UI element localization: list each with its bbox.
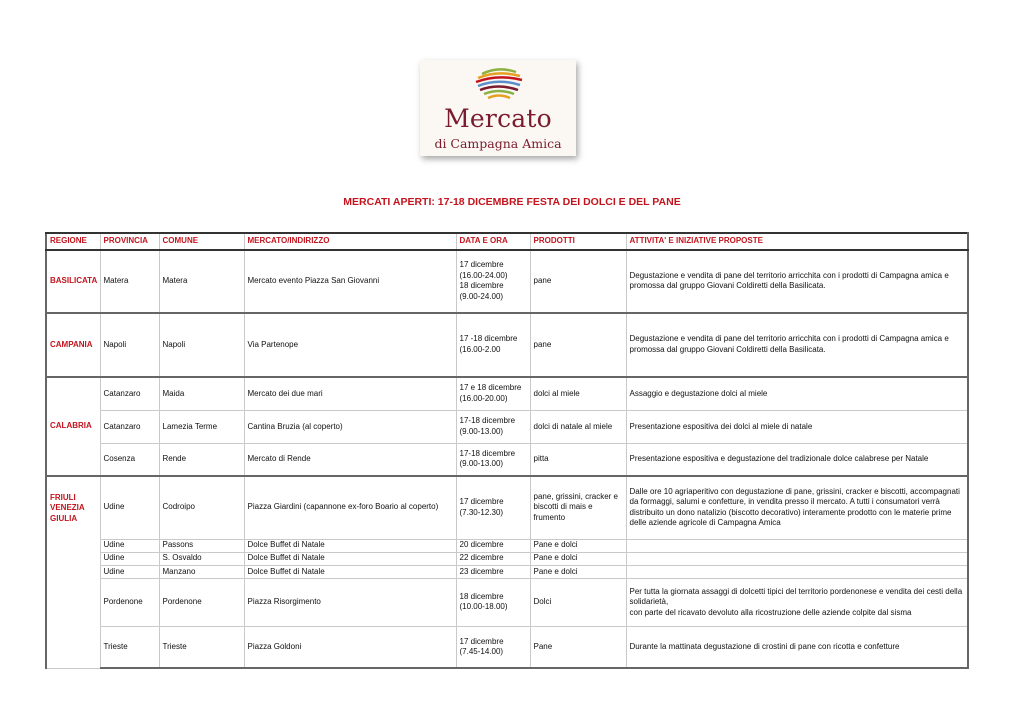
attivita-cell xyxy=(626,565,968,578)
comune-cell: Lamezia Terme xyxy=(159,410,244,443)
provincia-cell: Udine xyxy=(100,565,159,578)
attivita-cell: Degustazione e vendita di pane del territorio arricchita con i prodotti di Campagna amica e promossa dal gruppo Giovani Coldiretti della Basilicata. xyxy=(626,313,968,377)
comune-cell: Maida xyxy=(159,377,244,410)
provincia-cell: Catanzaro xyxy=(100,410,159,443)
region-cell: CALABRIA xyxy=(46,377,100,476)
mercato-cell: Piazza Giardini (capannone ex-foro Boario al coperto) xyxy=(244,476,456,539)
data-cell: 17 -18 dicembre (16.00-2.00 xyxy=(456,313,530,377)
comune-cell: Passons xyxy=(159,539,244,552)
data-cell: 17 e 18 dicembre (16.00-20.00) xyxy=(456,377,530,410)
region-cell: BASILICATA xyxy=(46,250,100,312)
mercato-cell: Mercato dei due mari xyxy=(244,377,456,410)
region-cell: CAMPANIA xyxy=(46,313,100,377)
mercato-cell: Piazza Risorgimento xyxy=(244,578,456,626)
table-row xyxy=(46,565,968,578)
table-row xyxy=(46,250,968,312)
provincia-cell: Pordenone xyxy=(100,578,159,626)
header-regione: REGIONE xyxy=(46,233,100,250)
prodotti-cell: Dolci xyxy=(530,578,626,626)
data-cell: 18 dicembre (10.00-18.00) xyxy=(456,578,530,626)
provincia-cell: Matera xyxy=(100,250,159,312)
header-mercato: MERCATO/INDIRIZZO xyxy=(244,233,456,250)
header-data: DATA E ORA xyxy=(456,233,530,250)
attivita-cell: Dalle ore 10 agriaperitivo con degustazione di pane, grissini, cracker e biscotti, accompagnati da formaggi, salumi e confetture, in vendita presso il mercato. A tutti i consumatori verrà distribuito un dono natalizio (biscotto decorativo) interamente prodotto con le materie prime delle aziende agricole di Campagna Amica xyxy=(626,476,968,539)
page-title: MERCATI APERTI: 17-18 DICEMBRE FESTA DEI DOLCI E DEL PANE xyxy=(343,196,681,208)
header-prodotti: PRODOTTI xyxy=(530,233,626,250)
prodotti-cell: Pane e dolci xyxy=(530,565,626,578)
comune-cell: Trieste xyxy=(159,627,244,668)
region-cell: FRIULI VENEZIA GIULIA xyxy=(46,476,100,668)
data-cell: 23 dicembre xyxy=(456,565,530,578)
attivita-cell: Assaggio e degustazione dolci al miele xyxy=(626,377,968,410)
table-row xyxy=(46,578,968,626)
data-cell: 17 dicembre (16.00-24.00) 18 dicembre (9.00-24.00) xyxy=(456,250,530,312)
comune-cell: Napoli xyxy=(159,313,244,377)
data-cell: 17-18 dicembre (9.00-13.00) xyxy=(456,443,530,475)
provincia-cell: Udine xyxy=(100,476,159,539)
attivita-cell: Degustazione e vendita di pane del territorio arricchita con i prodotti di Campagna amica e promossa dal gruppo Giovani Coldiretti della Basilicata. xyxy=(626,250,968,312)
data-cell: 17 dicembre (7.30-12.30) xyxy=(456,476,530,539)
table-row xyxy=(46,313,968,377)
prodotti-cell: pane xyxy=(530,313,626,377)
prodotti-cell: dolci al miele xyxy=(530,377,626,410)
provincia-cell: Udine xyxy=(100,552,159,565)
table-row xyxy=(46,377,968,410)
mercato-cell: Mercato evento Piazza San Giovanni xyxy=(244,250,456,312)
comune-cell: Codroipo xyxy=(159,476,244,539)
header-comune: COMUNE xyxy=(159,233,244,250)
data-cell: 17-18 dicembre (9.00-13.00) xyxy=(456,410,530,443)
comune-cell: Rende xyxy=(159,443,244,475)
attivita-cell xyxy=(626,552,968,565)
attivita-cell: Durante la mattinata degustazione di crostini di pane con ricotta e confetture xyxy=(626,627,968,668)
provincia-cell: Udine xyxy=(100,539,159,552)
mercato-cell: Dolce Buffet di Natale xyxy=(244,539,456,552)
table-row xyxy=(46,476,968,539)
comune-cell: Matera xyxy=(159,250,244,312)
attivita-cell: Presentazione espositiva e degustazione del tradizionale dolce calabrese per Natale xyxy=(626,443,968,475)
mercato-cell: Via Partenope xyxy=(244,313,456,377)
table-row xyxy=(46,443,968,475)
prodotti-cell: dolci di natale al miele xyxy=(530,410,626,443)
mercato-cell: Dolce Buffet di Natale xyxy=(244,552,456,565)
comune-cell: S. Osvaldo xyxy=(159,552,244,565)
prodotti-cell: Pane e dolci xyxy=(530,539,626,552)
data-cell: 22 dicembre xyxy=(456,552,530,565)
logo-stripes-icon xyxy=(420,60,576,110)
mercato-cell: Cantina Bruzia (al coperto) xyxy=(244,410,456,443)
header-attivita: ATTIVITA' E INIZIATIVE PROPOSTE xyxy=(626,233,968,250)
provincia-cell: Catanzaro xyxy=(100,377,159,410)
table-header-row xyxy=(46,233,968,250)
logo-subtitle: di Campagna Amica xyxy=(434,136,562,151)
mercato-cell: Mercato di Rende xyxy=(244,443,456,475)
table-row xyxy=(46,552,968,565)
prodotti-cell: Pane e dolci xyxy=(530,552,626,565)
logo-title: Mercato xyxy=(444,104,552,133)
logo xyxy=(420,60,576,156)
attivita-cell xyxy=(626,539,968,552)
provincia-cell: Cosenza xyxy=(100,443,159,475)
prodotti-cell: pitta xyxy=(530,443,626,475)
provincia-cell: Napoli xyxy=(100,313,159,377)
provincia-cell: Trieste xyxy=(100,627,159,668)
table-row xyxy=(46,410,968,443)
prodotti-cell: pane xyxy=(530,250,626,312)
attivita-cell: Per tutta la giornata assaggi di dolcetti tipici del territorio pordenonese e vendita dei cesti della solidarietà, con parte del ricavato devoluto alla ricostruzione delle aziende colpite dal sisma xyxy=(626,578,968,626)
header-provincia: PROVINCIA xyxy=(100,233,159,250)
comune-cell: Pordenone xyxy=(159,578,244,626)
markets-table xyxy=(45,232,969,669)
mercato-cell: Piazza Goldoni xyxy=(244,627,456,668)
data-cell: 17 dicembre (7.45-14.00) xyxy=(456,627,530,668)
table-row xyxy=(46,539,968,552)
comune-cell: Manzano xyxy=(159,565,244,578)
data-cell: 20 dicembre xyxy=(456,539,530,552)
table-row xyxy=(46,627,968,668)
prodotti-cell: pane, grissini, cracker e biscotti di mais e frumento xyxy=(530,476,626,539)
mercato-cell: Dolce Buffet di Natale xyxy=(244,565,456,578)
prodotti-cell: Pane xyxy=(530,627,626,668)
attivita-cell: Presentazione espositiva dei dolci al miele di natale xyxy=(626,410,968,443)
